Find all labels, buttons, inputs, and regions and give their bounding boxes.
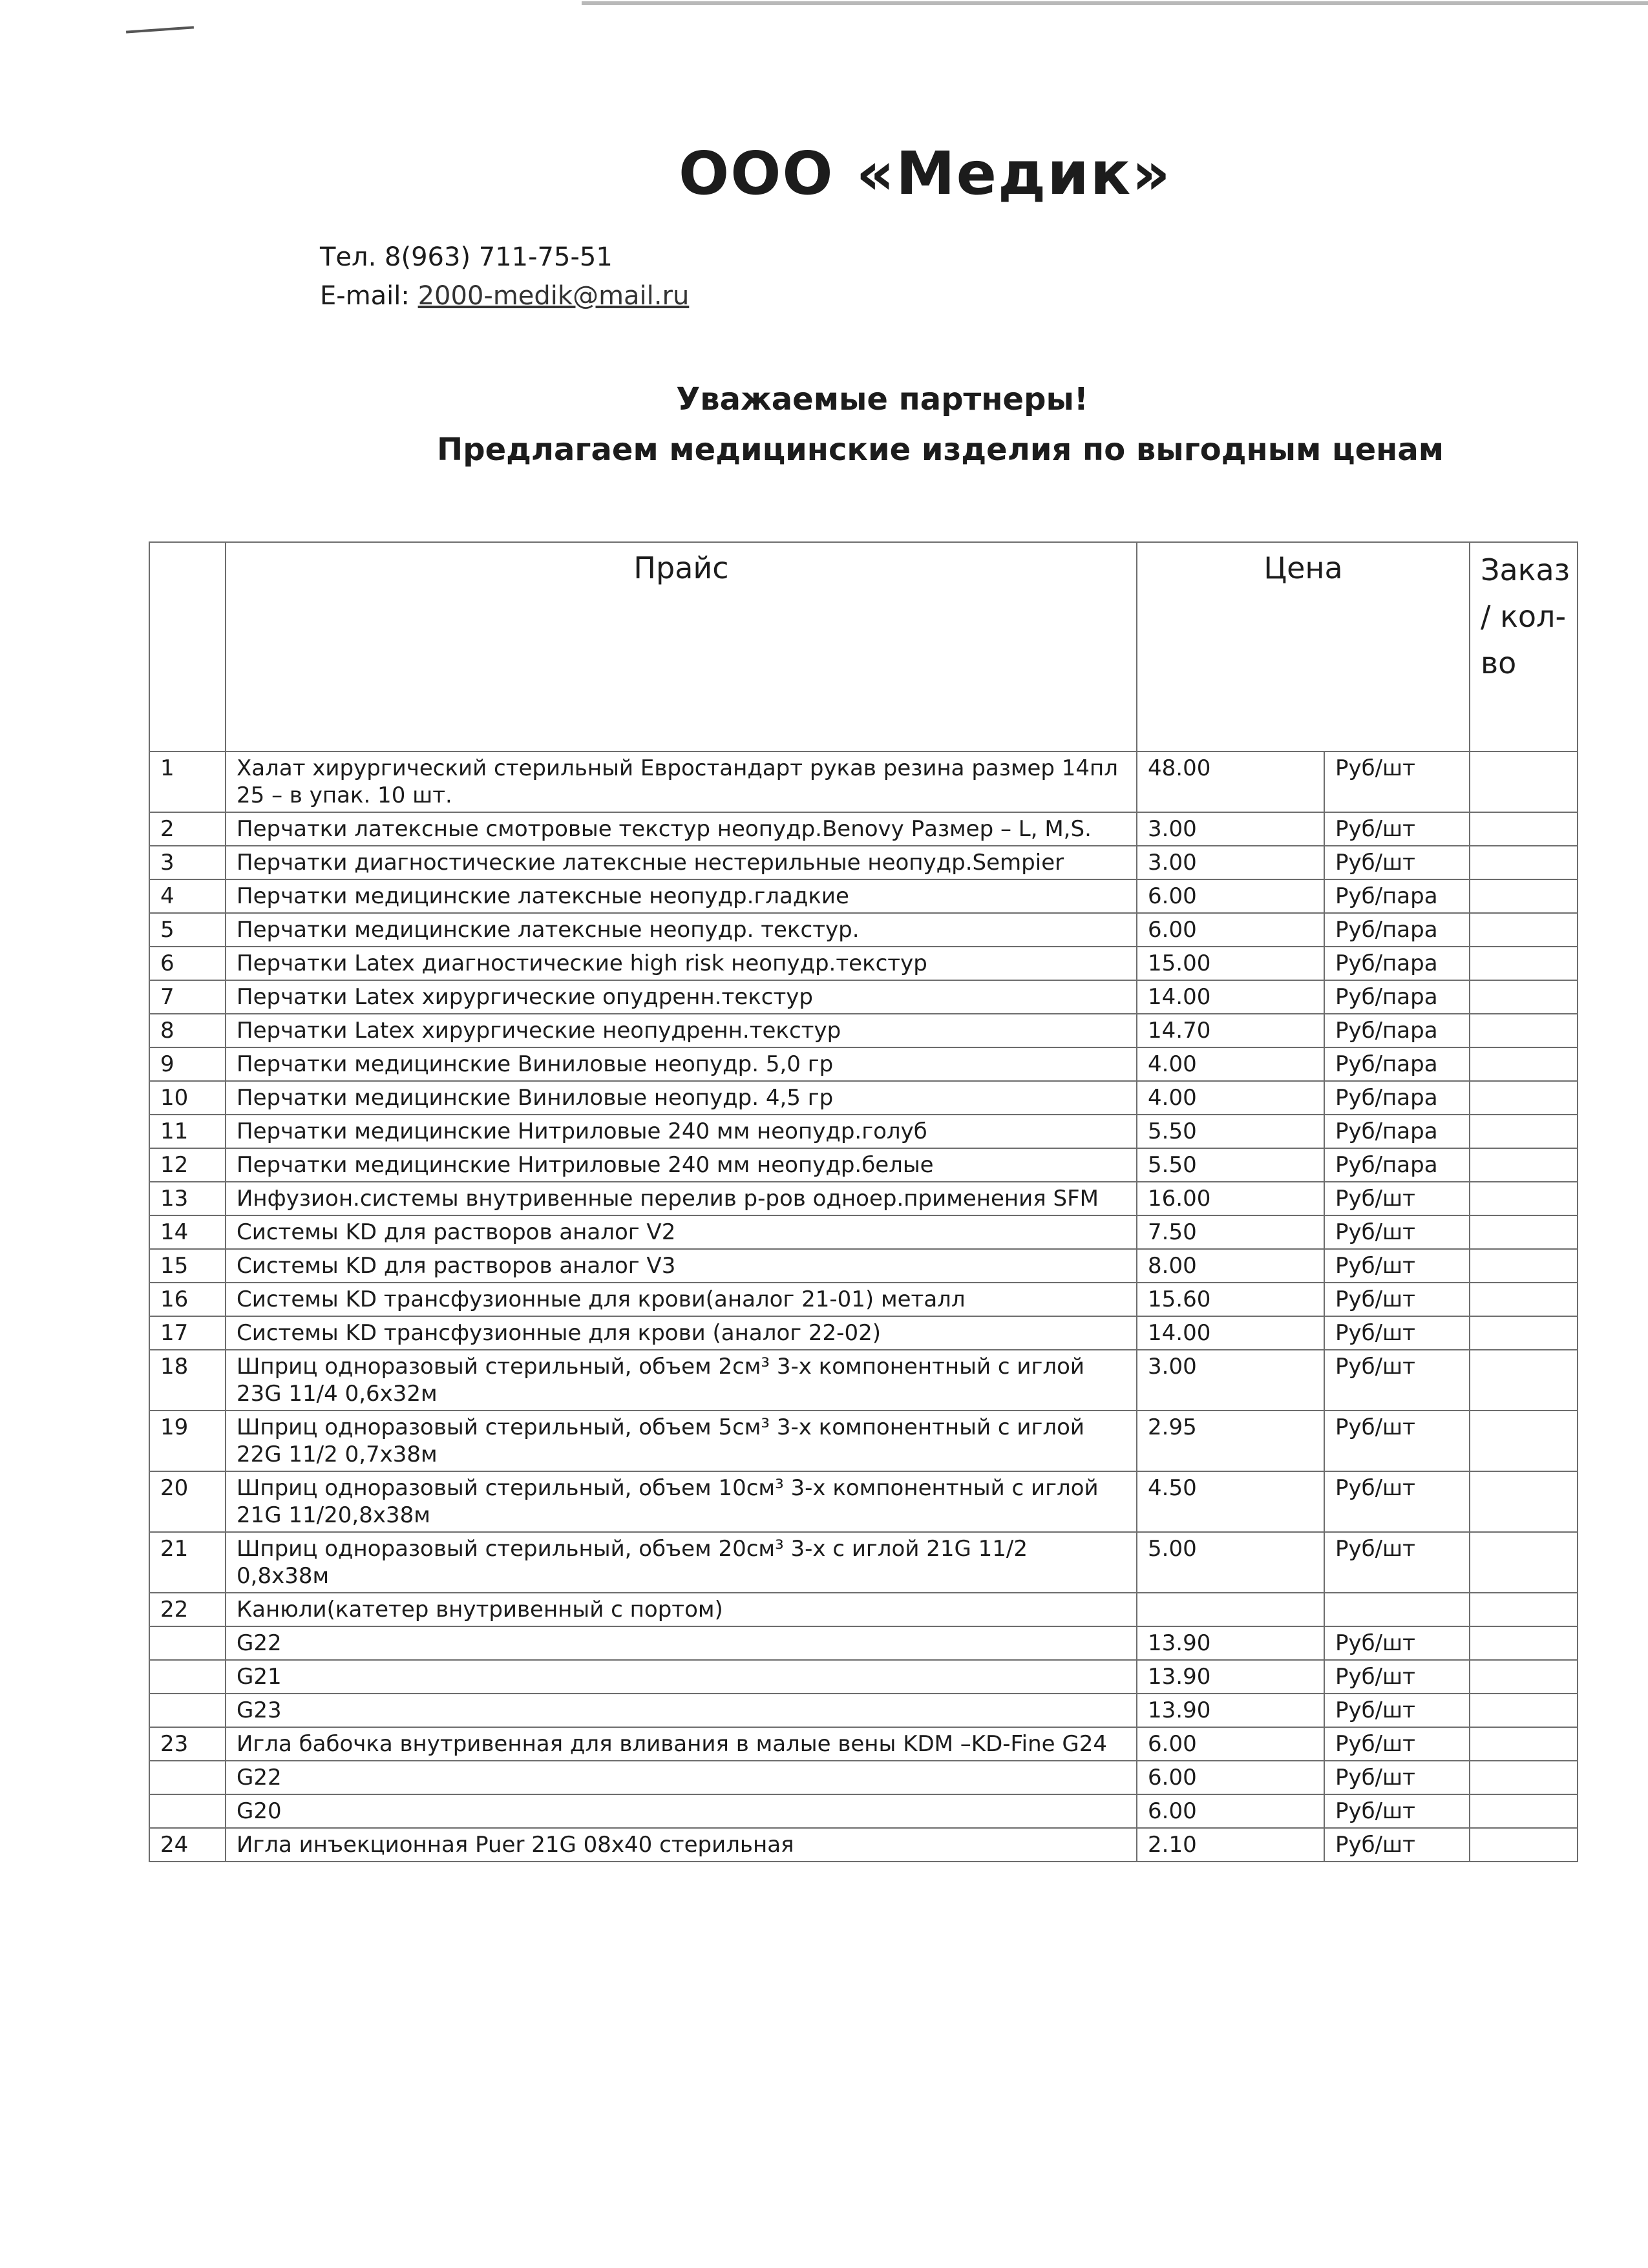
row-num: 17: [149, 1316, 226, 1350]
row-num: [149, 1761, 226, 1794]
row-price: 4.50: [1137, 1471, 1324, 1532]
table-row: [149, 1626, 1578, 1660]
table-row: [149, 1471, 1578, 1532]
row-unit: Руб/шт: [1324, 1626, 1470, 1660]
company-name: ООО «Медик»: [679, 139, 1172, 208]
row-name: Перчатки медицинские Виниловые неопудр. 4,5 гр: [226, 1081, 1137, 1115]
table-row: [149, 1694, 1578, 1727]
table-row: [149, 1316, 1578, 1350]
row-num: 4: [149, 879, 226, 913]
row-num: 22: [149, 1593, 226, 1626]
table-row: [149, 947, 1578, 980]
table-row: [149, 1283, 1578, 1316]
table-row: [149, 1182, 1578, 1215]
row-order-qty[interactable]: [1470, 1727, 1578, 1761]
row-num: [149, 1794, 226, 1828]
header-order: Заказ / кол-во: [1470, 542, 1578, 751]
row-unit: Руб/шт: [1324, 751, 1470, 812]
row-num: 7: [149, 980, 226, 1014]
header-price: Цена: [1137, 542, 1470, 751]
row-num: 3: [149, 846, 226, 879]
table-row: [149, 1532, 1578, 1593]
row-unit: Руб/шт: [1324, 1828, 1470, 1862]
row-unit: Руб/шт: [1324, 1411, 1470, 1471]
row-price: 7.50: [1137, 1215, 1324, 1249]
row-name: G22: [226, 1761, 1137, 1794]
row-name: Шприц одноразовый стерильный, объем 5см³ 3-х компонентный с иглой 22G 11/2 0,7х38м: [226, 1411, 1137, 1471]
table-row: [149, 1081, 1578, 1115]
row-unit: Руб/шт: [1324, 1727, 1470, 1761]
contacts-block: [320, 238, 689, 315]
offer-heading: Предлагаем медицинские изделия по выгодным ценам: [437, 432, 1444, 468]
row-num: 16: [149, 1283, 226, 1316]
row-price: 48.00: [1137, 751, 1324, 812]
row-name: Перчатки медицинские латексные неопудр.гладкие: [226, 879, 1137, 913]
row-name: Шприц одноразовый стерильный, объем 2см³ 3-х компонентный с иглой 23G 11/4 0,6х32м: [226, 1350, 1137, 1411]
row-order-qty[interactable]: [1470, 1411, 1578, 1471]
row-order-qty[interactable]: [1470, 1014, 1578, 1047]
table-row: [149, 1828, 1578, 1862]
row-price: 4.00: [1137, 1081, 1324, 1115]
table-row: [149, 1047, 1578, 1081]
row-price: 5.00: [1137, 1532, 1324, 1593]
row-order-qty[interactable]: [1470, 947, 1578, 980]
row-name: Перчатки латексные смотровые текстур неопудр.Benovy Размер – L, M,S.: [226, 812, 1137, 846]
row-order-qty[interactable]: [1470, 913, 1578, 947]
header-num: [149, 542, 226, 751]
table-row: [149, 1794, 1578, 1828]
row-num: [149, 1660, 226, 1694]
email-label: E-mail:: [320, 281, 418, 311]
row-order-qty[interactable]: [1470, 1350, 1578, 1411]
row-unit: Руб/пара: [1324, 1047, 1470, 1081]
row-num: 13: [149, 1182, 226, 1215]
row-unit: Руб/шт: [1324, 1316, 1470, 1350]
row-num: 11: [149, 1115, 226, 1148]
row-num: 2: [149, 812, 226, 846]
phone: Тел. 8(963) 711-75-51: [320, 242, 613, 272]
row-price: 3.00: [1137, 846, 1324, 879]
table-row: [149, 1411, 1578, 1471]
row-name: Халат хирургический стерильный Евростандарт рукав резина размер 14пл 25 – в упак. 10 шт.: [226, 751, 1137, 812]
row-unit: Руб/шт: [1324, 1182, 1470, 1215]
row-num: 19: [149, 1411, 226, 1471]
table-row: [149, 846, 1578, 879]
row-unit: Руб/пара: [1324, 947, 1470, 980]
row-price: 14.00: [1137, 980, 1324, 1014]
row-unit: Руб/пара: [1324, 879, 1470, 913]
row-order-qty[interactable]: [1470, 1471, 1578, 1532]
row-name: Шприц одноразовый стерильный, объем 10см³ 3-х компонентный с иглой 21G 11/20,8х38м: [226, 1471, 1137, 1532]
row-order-qty[interactable]: [1470, 1694, 1578, 1727]
table-row: [149, 1014, 1578, 1047]
row-price: 14.00: [1137, 1316, 1324, 1350]
table-row: [149, 879, 1578, 913]
price-table: [149, 541, 1578, 1862]
row-order-qty[interactable]: [1470, 1182, 1578, 1215]
row-order-qty[interactable]: [1470, 1215, 1578, 1249]
row-price: 3.00: [1137, 812, 1324, 846]
row-order-qty[interactable]: [1470, 879, 1578, 913]
row-num: 21: [149, 1532, 226, 1593]
row-price: 8.00: [1137, 1249, 1324, 1283]
row-name: Перчатки медицинские латексные неопудр. текстур.: [226, 913, 1137, 947]
row-order-qty[interactable]: [1470, 980, 1578, 1014]
row-name: Перчатки Latex хирургические опудренн.текстур: [226, 980, 1137, 1014]
row-num: 18: [149, 1350, 226, 1411]
row-order-qty[interactable]: [1470, 1626, 1578, 1660]
row-price: 13.90: [1137, 1694, 1324, 1727]
row-unit: Руб/шт: [1324, 1794, 1470, 1828]
row-num: 12: [149, 1148, 226, 1182]
row-order-qty[interactable]: [1470, 1660, 1578, 1694]
table-row: [149, 1660, 1578, 1694]
row-name: Перчатки медицинские Виниловые неопудр. 5,0 гр: [226, 1047, 1137, 1081]
row-name: Игла бабочка внутривенная для вливания в малые вены KDM –KD-Fine G24: [226, 1727, 1137, 1761]
row-name: G22: [226, 1626, 1137, 1660]
row-price: 13.90: [1137, 1660, 1324, 1694]
table-row: [149, 1148, 1578, 1182]
row-num: 20: [149, 1471, 226, 1532]
row-unit: Руб/шт: [1324, 1471, 1470, 1532]
row-num: [149, 1626, 226, 1660]
row-order-qty[interactable]: [1470, 812, 1578, 846]
row-order-qty[interactable]: [1470, 1249, 1578, 1283]
row-price: 2.10: [1137, 1828, 1324, 1862]
row-price: 13.90: [1137, 1626, 1324, 1660]
table-row: [149, 1761, 1578, 1794]
table-row: [149, 1215, 1578, 1249]
row-name: Инфузион.системы внутривенные перелив р-ров одноер.применения SFM: [226, 1182, 1137, 1215]
row-order-qty[interactable]: [1470, 1283, 1578, 1316]
row-order-qty[interactable]: [1470, 1593, 1578, 1626]
row-name: Системы KD трансфузионные для крови (аналог 22-02): [226, 1316, 1137, 1350]
row-order-qty[interactable]: [1470, 1828, 1578, 1862]
table-row: [149, 1350, 1578, 1411]
table-row: [149, 913, 1578, 947]
table-row: [149, 751, 1578, 812]
row-name: Канюли(катетер внутривенный с портом): [226, 1593, 1137, 1626]
row-num: 9: [149, 1047, 226, 1081]
row-unit: Руб/шт: [1324, 812, 1470, 846]
row-price: 6.00: [1137, 913, 1324, 947]
row-price: 6.00: [1137, 1727, 1324, 1761]
row-order-qty[interactable]: [1470, 1794, 1578, 1828]
row-unit: Руб/шт: [1324, 1532, 1470, 1593]
row-name: Шприц одноразовый стерильный, объем 20см³ 3-х с иглой 21G 11/2 0,8х38м: [226, 1532, 1137, 1593]
row-unit: Руб/шт: [1324, 1660, 1470, 1694]
row-price: 4.00: [1137, 1047, 1324, 1081]
row-num: 8: [149, 1014, 226, 1047]
row-price: 6.00: [1137, 1794, 1324, 1828]
row-unit: Руб/шт: [1324, 1350, 1470, 1411]
scan-edge: [582, 1, 1648, 5]
row-price: [1137, 1593, 1324, 1626]
row-price: 14.70: [1137, 1014, 1324, 1047]
row-order-qty[interactable]: [1470, 1761, 1578, 1794]
row-unit: Руб/пара: [1324, 1081, 1470, 1115]
row-order-qty[interactable]: [1470, 1047, 1578, 1081]
row-num: 24: [149, 1828, 226, 1862]
row-unit: Руб/шт: [1324, 1215, 1470, 1249]
row-unit: Руб/шт: [1324, 1761, 1470, 1794]
row-unit: [1324, 1593, 1470, 1626]
row-unit: Руб/шт: [1324, 846, 1470, 879]
row-name: G23: [226, 1694, 1137, 1727]
row-price: 6.00: [1137, 1761, 1324, 1794]
row-unit: Руб/пара: [1324, 913, 1470, 947]
table-row: [149, 1115, 1578, 1148]
row-name: Системы KD для растворов аналог V2: [226, 1215, 1137, 1249]
table-row: [149, 812, 1578, 846]
row-unit: Руб/пара: [1324, 1115, 1470, 1148]
row-num: 6: [149, 947, 226, 980]
row-order-qty[interactable]: [1470, 1316, 1578, 1350]
row-price: 5.50: [1137, 1115, 1324, 1148]
email-link[interactable]: 2000-medik@mail.ru: [417, 281, 690, 311]
row-unit: Руб/пара: [1324, 980, 1470, 1014]
row-unit: Руб/шт: [1324, 1283, 1470, 1316]
row-price: 6.00: [1137, 879, 1324, 913]
row-name: G21: [226, 1660, 1137, 1694]
table-row: [149, 1727, 1578, 1761]
table-row: [149, 1593, 1578, 1626]
row-order-qty[interactable]: [1470, 1148, 1578, 1182]
row-order-qty[interactable]: [1470, 1115, 1578, 1148]
table-body: [149, 751, 1578, 1862]
row-unit: Руб/пара: [1324, 1014, 1470, 1047]
row-price: 16.00: [1137, 1182, 1324, 1215]
greeting: Уважаемые партнеры!: [676, 381, 1088, 417]
row-order-qty[interactable]: [1470, 751, 1578, 812]
row-name: Перчатки медицинские Нитриловые 240 мм неопудр.белые: [226, 1148, 1137, 1182]
row-name: Системы KD для растворов аналог V3: [226, 1249, 1137, 1283]
row-unit: Руб/пара: [1324, 1148, 1470, 1182]
row-unit: Руб/шт: [1324, 1249, 1470, 1283]
table-header-row: [149, 542, 1578, 751]
row-num: 14: [149, 1215, 226, 1249]
row-num: 10: [149, 1081, 226, 1115]
row-order-qty[interactable]: [1470, 846, 1578, 879]
row-name: Системы KD трансфузионные для крови(аналог 21-01) металл: [226, 1283, 1137, 1316]
table-row: [149, 980, 1578, 1014]
header-price-list: Прайс: [226, 542, 1137, 751]
row-price: 5.50: [1137, 1148, 1324, 1182]
row-unit: Руб/шт: [1324, 1694, 1470, 1727]
row-price: 2.95: [1137, 1411, 1324, 1471]
row-num: [149, 1694, 226, 1727]
email-line: [320, 277, 689, 315]
row-num: 23: [149, 1727, 226, 1761]
row-name: Игла инъекционная Puer 21G 08х40 стерильная: [226, 1828, 1137, 1862]
row-price: 15.60: [1137, 1283, 1324, 1316]
row-order-qty[interactable]: [1470, 1081, 1578, 1115]
row-price: 3.00: [1137, 1350, 1324, 1411]
row-num: 5: [149, 913, 226, 947]
row-name: Перчатки Latex хирургические неопудренн.текстур: [226, 1014, 1137, 1047]
row-name: G20: [226, 1794, 1137, 1828]
row-order-qty[interactable]: [1470, 1532, 1578, 1593]
row-name: Перчатки Latex диагностические high risk неопудр.текстур: [226, 947, 1137, 980]
pen-mark: [126, 26, 194, 33]
row-num: 15: [149, 1249, 226, 1283]
table-row: [149, 1249, 1578, 1283]
row-num: 1: [149, 751, 226, 812]
row-name: Перчатки диагностические латексные нестерильные неопудр.Sempier: [226, 846, 1137, 879]
row-name: Перчатки медицинские Нитриловые 240 мм неопудр.голуб: [226, 1115, 1137, 1148]
row-price: 15.00: [1137, 947, 1324, 980]
